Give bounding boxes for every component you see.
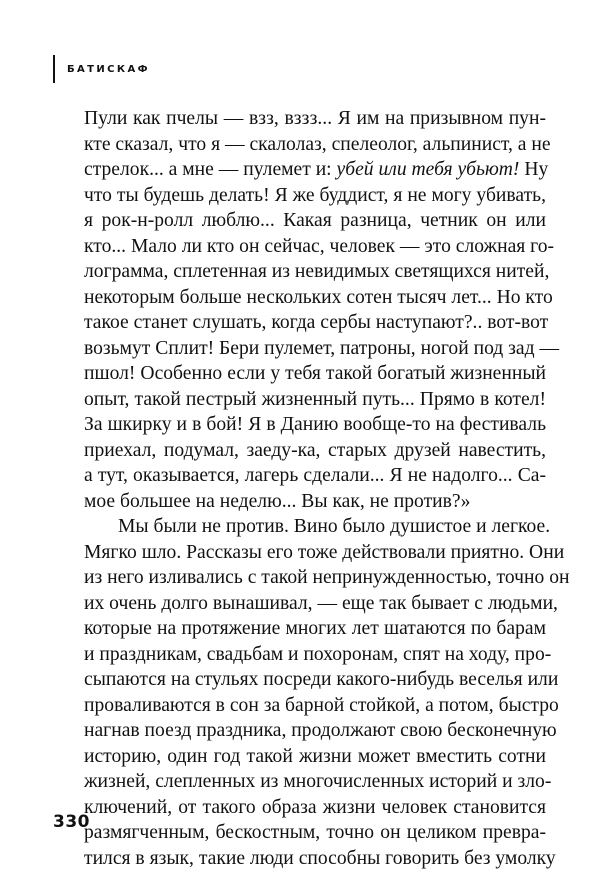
text-line: сыпаются на стульях посреди какого-нибудь веселья или (84, 669, 559, 690)
text-run: стрелок... а мне — пулемет и: (84, 159, 337, 180)
text-line: мое большее на неделю... Вы как, не против?» (84, 490, 471, 512)
text-line: историю, один год такой жизни может вместить сотни (84, 745, 546, 767)
text-line: кте сказал, что я — скалолаз, спелеолог, альпинист, а не (84, 133, 551, 155)
body-text (84, 106, 570, 871)
text-line: опыт, такой пестрый жизненный путь... Прямо в котел! (84, 388, 546, 410)
text-line: размягченным, бескостным, точно он целиком превра- (84, 822, 546, 843)
text-line: а тут, оказывается, лагерь сделали... Я не надолго... Са- (84, 465, 546, 486)
text-line: жизней, слепленных из многочисленных историй и зло- (84, 771, 552, 792)
text-line: Мы были не против. Вино было душистое и легкое. (118, 516, 551, 537)
italic-emphasis: убей или тебя убьют! (336, 159, 520, 180)
text-line: За шкирку и в бой! Я в Данию вообще-то на фестиваль (84, 414, 546, 435)
text-line: их очень долго вынашивал, — еще так бывает с людьми, (84, 592, 558, 614)
text-line: из него изливались с такой непринужденностью, точно он (84, 567, 570, 588)
text-line: и праздникам, свадьбам и похоронам, спят на ходу, про- (84, 643, 552, 665)
text-line: лограмма, сплетенная из невидимых светящихся нитей, (84, 261, 550, 282)
running-head-title: БАТИСКАФ (67, 63, 150, 75)
text-line: некоторым больше нескольких сотен тысяч лет... Но кто (84, 286, 553, 308)
running-head (53, 55, 150, 83)
running-head-rule (53, 55, 55, 83)
text-line: нагнав поезд праздника, продолжают свою бесконечную (84, 720, 557, 741)
text-line: Пули как пчелы — взз, вззз... Я им на призывном пун- (84, 108, 546, 129)
text-line: которые на протяжение многих лет шатаются по барам (84, 618, 546, 639)
text-line (84, 157, 549, 183)
text-line: тился в язык, такие люди способны говорить без умолку (84, 847, 556, 869)
text-line: ключений, от такого образа жизни человек становится (84, 796, 546, 818)
text-line: возьмут Сплит! Бери пулемет, патроны, ногой под зад — (84, 337, 560, 359)
page-number: 330 (53, 812, 90, 832)
text-line: Мягко шло. Рассказы его тоже действовали приятно. Они (84, 541, 565, 563)
text-line: такое станет слушать, когда сербы наступают?.. вот-вот (84, 312, 549, 333)
text-line: кто... Мало ли кто он сейчас, человек — это сложная го- (84, 235, 555, 257)
text-line: приехал, подумал, заеду-ка, старых друзей навестить, (84, 439, 546, 461)
text-line: что ты будешь делать! Я же буддист, я не могу убивать, (84, 184, 546, 206)
text-line: проваливаются в сон за барной стойкой, а потом, быстро (84, 694, 559, 716)
text-line: пшол! Особенно если у тебя такой богатый жизненный (84, 363, 546, 384)
text-line: я рок-н-ролл люблю... Какая разница, четник он или (84, 210, 546, 231)
text-run: Ну (519, 159, 549, 180)
